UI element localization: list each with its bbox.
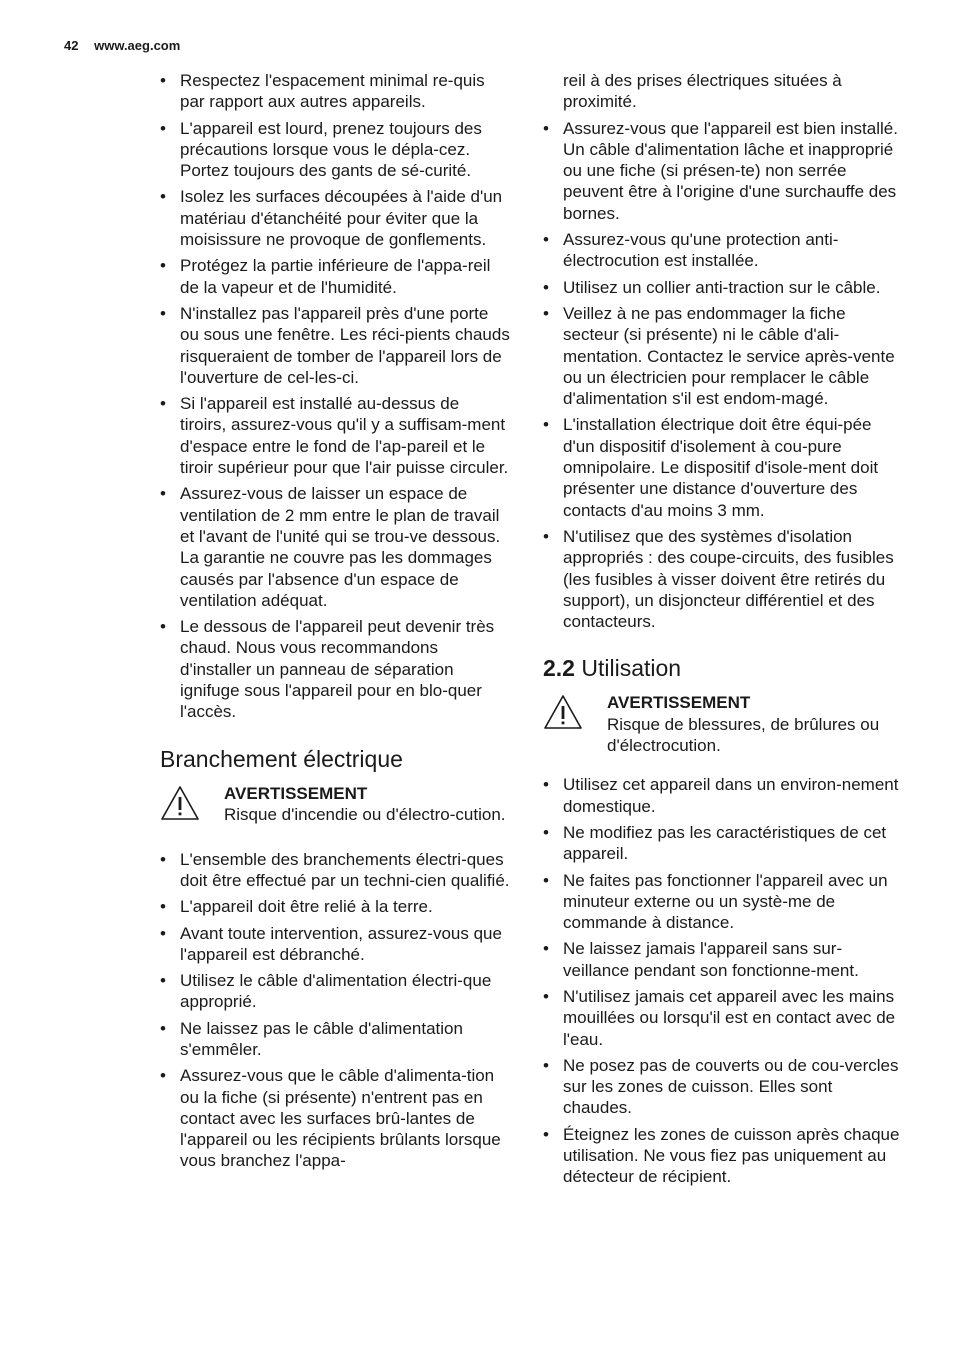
list-item: • Utilisez le câble d'alimentation électri-que approprié. xyxy=(160,970,510,1013)
list-item: • Utilisez un collier anti-traction sur le câble. xyxy=(543,277,903,298)
warning-text: Risque de blessures, de brûlures ou d'électrocution. xyxy=(607,714,880,756)
list-item: • Protégez la partie inférieure de l'appa-reil de la vapeur et de l'humidité. xyxy=(160,255,510,298)
list-item: • L'appareil est lourd, prenez toujours des précautions lorsque vous le dépla-cez. Portez toujours des gants de sé-curité. xyxy=(160,118,510,182)
list-item: • Assurez-vous que le câble d'alimenta-tion ou la fiche (si présente) n'entrent pas en contact avec les surfaces brû-lantes de l'appareil ou les récipients brûlants lorsque vous branchez l'appa- xyxy=(160,1065,510,1171)
list-item: • Veillez à ne pas endommager la fiche secteur (si présente) ni le câble d'ali-mentation. Contactez le service après-vente ou un électricien pour remplacer le câble d'alimentation s'il est endom-magé. xyxy=(543,303,903,409)
list-item: • Ne laissez jamais l'appareil sans sur-veillance pendant son fonctionne-ment. xyxy=(543,938,903,981)
list-item: • N'installez pas l'appareil près d'une porte ou sous une fenêtre. Les réci-pients chauds risqueraient de tomber de l'appareil lors de l'ouverture de cel-les-ci. xyxy=(160,303,510,388)
electrical-bullet-list xyxy=(160,849,510,1172)
electrical-bullet-list-continued xyxy=(543,70,903,632)
installation-bullet-list xyxy=(160,70,510,723)
page-number: 42 xyxy=(64,38,79,53)
list-item-continuation: reil à des prises électriques situées à proximité. xyxy=(563,71,842,112)
warning-box-electrical xyxy=(160,783,510,831)
website-url[interactable]: www.aeg.com xyxy=(94,38,181,53)
section-title: Utilisation xyxy=(581,655,682,682)
use-bullet-list xyxy=(543,774,903,1187)
list-item: • N'utilisez que des systèmes d'isolation appropriés : des coupe-circuits, des fusibles (les fusibles à visser doivent être retirés du support), un disjoncteur différentiel et des contacteurs. xyxy=(543,526,903,632)
list-item: • L'installation électrique doit être équi-pée d'un dispositif d'isolement à cou-pure omnipolaire. Le dispositif d'isole-ment doit présenter une distance d'ouverture des contacts d'au moins 3 mm. xyxy=(543,414,903,520)
list-item: • Respectez l'espacement minimal re-quis par rapport aux autres appareils. xyxy=(160,70,510,113)
list-item: • Ne modifiez pas les caractéristiques de cet appareil. xyxy=(543,822,903,865)
warning-text: Risque d'incendie ou d'électro-cution. xyxy=(224,804,506,824)
section-number: 2.2 xyxy=(543,655,575,682)
list-item: • Avant toute intervention, assurez-vous que l'appareil est débranché. xyxy=(160,923,510,966)
list-item: • Isolez les surfaces découpées à l'aide d'un matériau d'étanchéité pour éviter que la moisissure ne provoque de gonflements. xyxy=(160,186,510,250)
left-column xyxy=(160,70,510,1177)
list-item: • Ne laissez pas le câble d'alimentation s'emmêler. xyxy=(160,1018,510,1061)
section-heading-electrical: Branchement électrique xyxy=(160,745,403,772)
list-item: • Utilisez cet appareil dans un environ-nement domestique. xyxy=(543,774,903,817)
list-item: • Assurez-vous qu'une protection anti-électrocution est installée. xyxy=(543,229,903,272)
warning-triangle-icon xyxy=(543,694,583,730)
list-item: • L'appareil doit être relié à la terre. xyxy=(160,896,510,917)
list-item: • Si l'appareil est installé au-dessus de tiroirs, assurez-vous qu'il y a suffisam-ment d'espace entre le fond de l'ap-pareil et le tiroir supérieur pour que l'air puisse circuler. xyxy=(160,393,510,478)
right-column xyxy=(543,70,903,1193)
warning-box-use xyxy=(543,692,903,756)
list-item: • L'ensemble des branchements électri-ques doit être effectué par un techni-cien qualifié. xyxy=(160,849,510,892)
page-header xyxy=(64,38,180,53)
list-item: • Le dessous de l'appareil peut devenir très chaud. Nous vous recommandons d'installer un panneau de séparation ignifuge sous l'appareil pour en blo-quer l'accès. xyxy=(160,616,510,722)
list-item: • Assurez-vous de laisser un espace de ventilation de 2 mm entre le plan de travail et l'avant de l'unité qui se trou-ve dessous. La garantie ne couvre pas les dommages causés par l'absence d'un espace de ventilation adéquat. xyxy=(160,483,510,611)
list-item: • N'utilisez jamais cet appareil avec les mains mouillées ou lorsqu'il est en contact avec de l'eau. xyxy=(543,986,903,1050)
list-item: • Éteignez les zones de cuisson après chaque utilisation. Ne vous fiez pas uniquement au détecteur de récipient. xyxy=(543,1124,903,1188)
warning-title: AVERTISSEMENT xyxy=(224,783,368,803)
section-heading-use xyxy=(543,654,903,682)
list-item: • Assurez-vous que l'appareil est bien installé. Un câble d'alimentation lâche et inapproprié ou une fiche (si présen-te) non serrée peuvent être à l'origine d'une surchauffe des bornes. xyxy=(543,118,903,224)
warning-title: AVERTISSEMENT xyxy=(607,693,751,713)
list-item: • Ne faites pas fonctionner l'appareil avec un minuteur externe ou un systè-me de commande à distance. xyxy=(543,870,903,934)
list-item: • Ne posez pas de couverts ou de cou-vercles sur les zones de cuisson. Elles sont chaudes. xyxy=(543,1055,903,1119)
warning-triangle-icon xyxy=(160,785,200,821)
